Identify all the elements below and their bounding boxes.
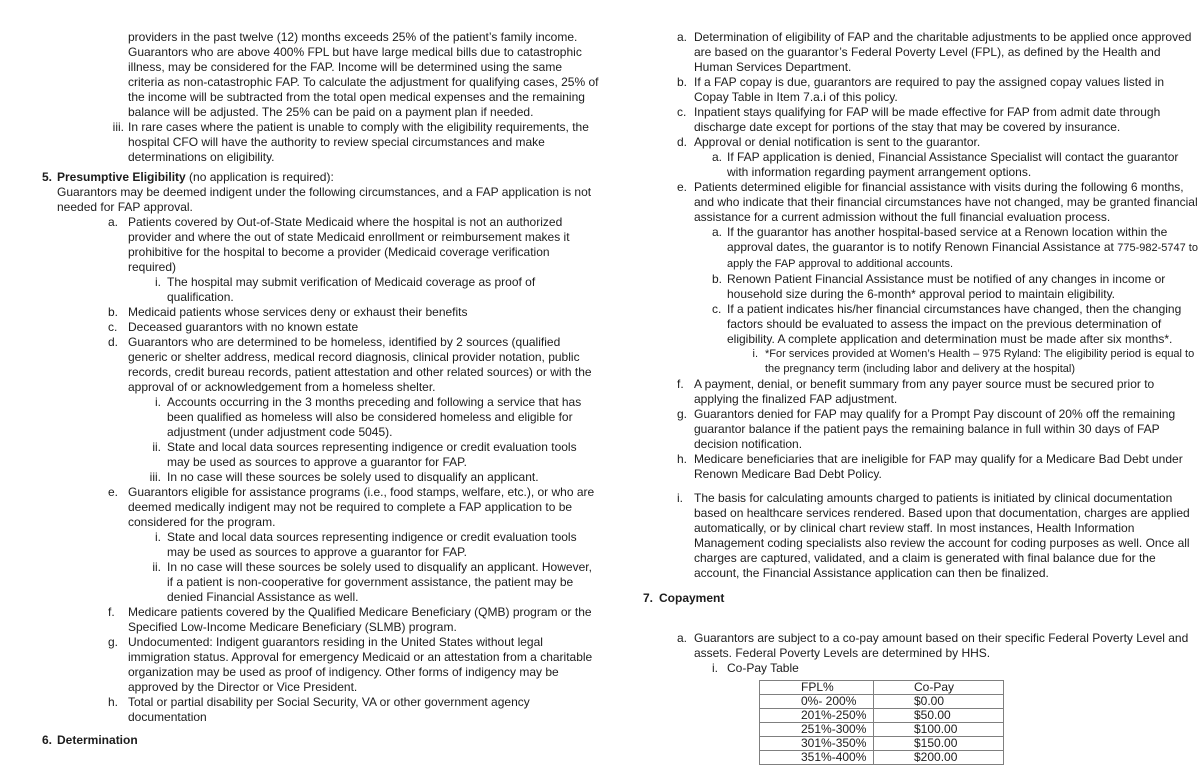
- item-text: A payment, denial, or benefit summary from any payer source must be secured prior to applying the finalized FAP adjustment.: [694, 377, 1155, 406]
- item-text: In rare cases where the patient is unable to comply with the eligibility requirements, the hospital CFO will have the authority to review special circumstances and make determinations on eligibility.: [128, 120, 589, 164]
- table-cell: 0%- 200%: [760, 695, 874, 709]
- section-number: 7.: [643, 591, 654, 605]
- item-text-small: 775-982-5747 to apply the FAP approval to additional accounts.: [727, 242, 1198, 270]
- item-marker: ii.: [152, 560, 161, 574]
- item-marker: a.: [712, 225, 723, 239]
- item-marker: a.: [108, 215, 119, 229]
- item-text: If FAP application is denied, Financial Assistance Specialist will contact the guarantor with information regarding payment arrangement options.: [727, 150, 1179, 179]
- item-marker: f.: [108, 605, 115, 619]
- table-header-row: [760, 681, 1004, 695]
- list-item: [42, 395, 600, 440]
- item-marker: b.: [677, 75, 688, 89]
- table-cell: $0.00: [874, 695, 1004, 709]
- section-number: 6.: [42, 733, 53, 747]
- copay-table-label: [643, 661, 1199, 676]
- table-row: [760, 737, 1004, 751]
- table-cell: 351%-400%: [760, 751, 874, 765]
- item-text: Guarantors who are determined to be homeless, identified by 2 sources (qualified generic or shelter address, medical record diagnosis, clinical provider notation, public records, credit bureau records, patient attestation and other related sources) or with the approval of or acknowledgement from a homeless shelter.: [128, 335, 592, 394]
- list-item: [643, 272, 1199, 302]
- item-text-normal: If the guarantor has another hospital-based service at a Renown location within the approval dates, the guarantor is to notify Renown Financial Assistance at: [727, 225, 1168, 254]
- list-item: [42, 275, 600, 305]
- section-number: 5.: [42, 170, 53, 184]
- table-cell: $150.00: [874, 737, 1004, 751]
- list-item: [643, 491, 1199, 581]
- item-text: *For services provided at Women’s Health – 975 Ryland: The eligibility period is equal to the pregnancy term (including labor and delivery at the hospital): [765, 348, 1195, 375]
- list-item: [643, 407, 1199, 452]
- item-marker: i.: [155, 275, 161, 289]
- table-row: [760, 709, 1004, 723]
- item-text: Guarantors are subject to a co-pay amount based on their specific Federal Poverty Level and assets. Federal Poverty Levels are determined by HHS.: [694, 631, 1189, 660]
- item-marker: ii.: [152, 440, 161, 454]
- list-item: [643, 135, 1199, 150]
- left-column: [42, 30, 600, 748]
- table-row: [760, 695, 1004, 709]
- item-marker: a.: [712, 150, 723, 164]
- item-text: Co-Pay Table: [727, 661, 799, 675]
- item-text: Accounts occurring in the 3 months preceding and following a service that has been qualified as homeless will also be considered homeless and eligible for adjustment (under adjustment code 5045).: [167, 395, 582, 439]
- item-marker: g.: [677, 407, 688, 421]
- item-text: [727, 225, 1199, 272]
- item-text: State and local data sources representing indigence or credit evaluation tools may be used as sources to approve a guarantor for FAP.: [167, 530, 577, 559]
- section-intro: Guarantors may be deemed indigent under the following circumstances, and a FAP application is not needed for FAP approval.: [57, 185, 592, 214]
- item-text: Total or partial disability per Social Security, VA or other government agency documentation: [128, 695, 530, 724]
- item-text: Guarantors eligible for assistance programs (i.e., food stamps, welfare, etc.), or who are deemed medically indigent may not be required to complete a FAP application to be considered for the program.: [128, 485, 595, 529]
- table-row: [760, 751, 1004, 765]
- table-cell: 251%-300%: [760, 723, 874, 737]
- item-text: The hospital may submit verification of Medicaid coverage as proof of qualification.: [167, 275, 536, 304]
- table-cell: 201%-250%: [760, 709, 874, 723]
- item-text: In no case will these sources be solely used to disqualify an applicant. However, if a patient is non-cooperative for government assistance, the patient may be denied Financial Assistance as well.: [167, 560, 592, 604]
- item-marker: f.: [677, 377, 684, 391]
- list-item: [643, 30, 1199, 75]
- item-text: Inpatient stays qualifying for FAP will be made effective for FAP from admit date through discharge date except for portions of the stay that may be covered by insurance.: [694, 105, 1161, 134]
- item-marker: d.: [108, 335, 119, 349]
- item-text: Deceased guarantors with no known estate: [128, 320, 359, 334]
- table-header-cell: FPL%: [760, 681, 874, 695]
- list-item: [643, 105, 1199, 135]
- list-item: [643, 347, 1199, 377]
- item-text: Guarantors denied for FAP may qualify for a Prompt Pay discount of 20% off the remaining guarantor balance if the patient pays the remaining balance in full within 30 days of FAP decision notification.: [694, 407, 1176, 451]
- list-item: [643, 452, 1199, 482]
- table-cell: $50.00: [874, 709, 1004, 723]
- list-item: [42, 335, 600, 395]
- list-item: [42, 305, 600, 320]
- item-marker: a.: [677, 30, 688, 44]
- item-marker: e.: [108, 485, 119, 499]
- item-text: Medicare patients covered by the Qualified Medicare Beneficiary (QMB) program or the Specified Low-Income Medicare Beneficiary (SLMB) program.: [128, 605, 592, 634]
- item-marker: i.: [712, 661, 718, 675]
- intro-paragraph: providers in the past twelve (12) months exceeds 25% of the patient’s family income. Guarantors who are above 400% FPL but have large medical bills due to catastrophic illness, may be considered for the FAP. Income will be determined using the same criteria as non-catastrophic FAP. To calculate the adjustment for qualifying cases, 25% of the income will be subtracted from the total open medical expenses and the remaining balance will be adjusted. The 25% can be paid on a payment plan if needed.: [128, 30, 599, 119]
- right-column: [643, 30, 1199, 765]
- item-text: Medicare beneficiaries that are ineligible for FAP may qualify for a Medicare Bad Debt under Renown Medicare Bad Debt Policy.: [694, 452, 1183, 481]
- list-item: [42, 120, 600, 165]
- section-title: Presumptive Eligibility: [57, 170, 186, 184]
- item-marker: i.: [155, 530, 161, 544]
- item-marker: i.: [155, 395, 161, 409]
- list-item: [42, 530, 600, 560]
- item-text: Determination of eligibility of FAP and the charitable adjustments to be applied once approved are based on the guarantor’s Federal Poverty Level (FPL), as defined by the Health and Human Services Department.: [694, 30, 1192, 74]
- item-marker: c.: [677, 105, 687, 119]
- list-item: [42, 440, 600, 470]
- section-6-heading: [42, 733, 600, 748]
- section-title: Determination: [57, 733, 138, 747]
- item-text: If a FAP copay is due, guarantors are required to pay the assigned copay values listed in Copay Table in Item 7.a.i of this policy.: [694, 75, 1165, 104]
- list-item: [643, 302, 1199, 347]
- section-title: Copayment: [659, 591, 725, 605]
- list-item: [643, 150, 1199, 180]
- list-item: [42, 215, 600, 275]
- item-marker: iii.: [149, 470, 161, 484]
- item-marker: c.: [108, 320, 118, 334]
- item-marker: h.: [677, 452, 688, 466]
- list-item: [643, 75, 1199, 105]
- list-item: [42, 695, 600, 725]
- item-marker: a.: [677, 631, 688, 645]
- table-row: [760, 723, 1004, 737]
- item-marker: b.: [712, 272, 723, 286]
- list-item: [643, 225, 1199, 272]
- item-text: Medicaid patients whose services deny or exhaust their benefits: [128, 305, 468, 319]
- item-marker: i.: [752, 348, 758, 360]
- list-item: [42, 320, 600, 335]
- item-marker: d.: [677, 135, 688, 149]
- item-text: Renown Patient Financial Assistance must be notified of any changes in income or household size during the 6-month* approval period to maintain eligibility.: [727, 272, 1166, 301]
- item-marker: iii.: [112, 120, 124, 134]
- item-marker: h.: [108, 695, 119, 709]
- item-text: If a patient indicates his/her financial circumstances have changed, then the changing factors should be evaluated to assess the impact on the previous determination of eligibility. A complete application and determination must be made after six months*.: [727, 302, 1182, 346]
- list-item: [42, 470, 600, 485]
- list-item: [42, 560, 600, 605]
- list-item: [42, 485, 600, 530]
- list-item: [42, 635, 600, 695]
- list-item: [42, 605, 600, 635]
- item-text: Patients determined eligible for financial assistance with visits during the following 6 months, and who indicate that their financial circumstances have not changed, may be granted financial assistance for a current admission without the full financial evaluation process.: [694, 180, 1198, 224]
- item-text: Approval or denial notification is sent to the guarantor.: [694, 135, 981, 149]
- item-text: Undocumented: Indigent guarantors residing in the United States without legal immigration status. Approval for emergency Medicaid or an attestation from a charitable organization may be used as proof of indigency. Other forms of indigency may be approved by the Director or Vice President.: [128, 635, 593, 694]
- item-marker: e.: [677, 180, 688, 194]
- item-marker: b.: [108, 305, 119, 319]
- section-5-heading: [42, 170, 600, 215]
- item-text: In no case will these sources be solely used to disqualify an applicant.: [167, 470, 539, 484]
- table-cell: 301%-350%: [760, 737, 874, 751]
- section-title-suffix: (no application is required):: [185, 170, 334, 184]
- item-marker: i.: [677, 491, 683, 505]
- item-text: Patients covered by Out-of-State Medicaid where the hospital is not an authorized provider and where the out of state Medicaid enrollment or reimbursement makes it prohibitive for the hospital to become a provider (Medicaid coverage verification required): [128, 215, 570, 274]
- table-cell: $100.00: [874, 723, 1004, 737]
- table-cell: $200.00: [874, 751, 1004, 765]
- item-text: State and local data sources representing indigence or credit evaluation tools may be used as sources to approve a guarantor for FAP.: [167, 440, 577, 469]
- section-7-heading: [643, 591, 1199, 606]
- item-marker: g.: [108, 635, 119, 649]
- section-title-line: [57, 170, 600, 185]
- list-item: [643, 377, 1199, 407]
- item-text: The basis for calculating amounts charged to patients is initiated by clinical documentation based on healthcare services rendered. Based upon that documentation, charges are applied automatically, or by clinical chart review staff. In most instances, Health Information Management coding specialists also review the account for coding purposes as well. Once all charges are captured, validated, and a claim is generated with final balance due for the account, the Financial Assistance application can then be finalized.: [694, 491, 1190, 580]
- copay-table: [759, 680, 1004, 765]
- table-header-cell: Co-Pay: [874, 681, 1004, 695]
- item-marker: c.: [712, 302, 722, 316]
- list-item: [643, 631, 1199, 661]
- list-item: [643, 180, 1199, 225]
